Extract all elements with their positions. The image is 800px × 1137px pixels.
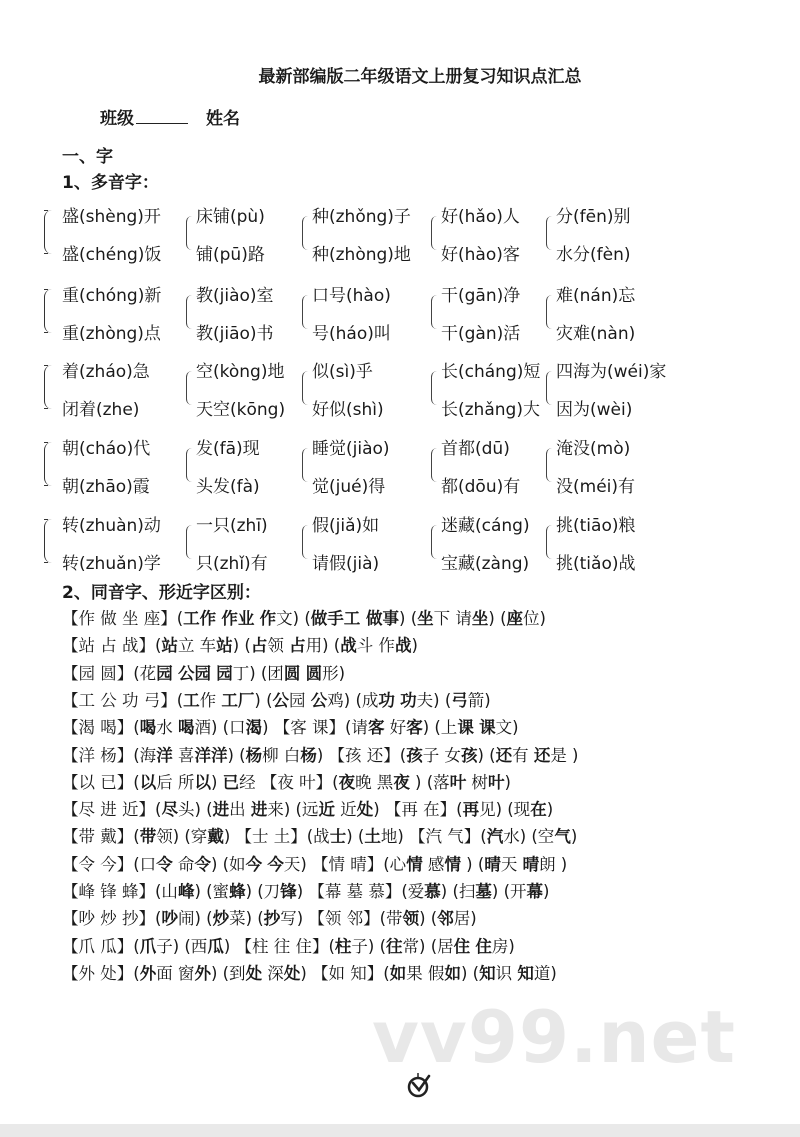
- plain-text: ) (落: [409, 773, 450, 792]
- plain-text: 夫) (: [416, 691, 452, 710]
- polyphone-word: 干(gàn)活: [441, 324, 521, 344]
- logo-icon: [404, 1070, 434, 1100]
- highlight-text: 住: [453, 937, 471, 956]
- polyphone-word: 床铺(pù): [196, 207, 265, 227]
- highlight-text: 孩: [460, 746, 478, 765]
- plain-text: ) (: [254, 691, 273, 710]
- pair-brace-small: [186, 448, 193, 482]
- highlight-text: 以: [139, 773, 157, 792]
- highlight-text: 汽: [486, 827, 504, 846]
- distinction-line: [62, 769, 511, 793]
- pair-brace-small: [186, 295, 193, 329]
- polyphone-word: 着(zháo)急: [62, 362, 150, 382]
- distinction-line: [62, 605, 546, 629]
- plain-text: ): [504, 773, 511, 792]
- polyphone-word: 长(cháng)短: [441, 362, 541, 382]
- plain-text: ): [546, 800, 554, 819]
- plain-text: 领) (穿: [156, 827, 208, 846]
- plain-text: ) (: [346, 827, 365, 846]
- subheading-distinctions: 2、同音字、形近字区别：: [62, 583, 261, 603]
- highlight-text: 处: [245, 964, 263, 983]
- plain-text: ) (上: [422, 718, 458, 737]
- plain-text: 识: [495, 964, 518, 983]
- highlight-text: 处: [356, 800, 374, 819]
- highlight-text: 弓: [451, 691, 468, 710]
- highlight-text: 喝: [177, 718, 195, 737]
- highlight-text: 在: [530, 800, 547, 819]
- distinction-line: [62, 851, 567, 875]
- highlight-text: 站: [161, 636, 178, 655]
- highlight-text: 如: [389, 964, 407, 983]
- distinction-line: [62, 933, 515, 957]
- polyphone-word: 挑(tiāo)粮: [556, 516, 636, 536]
- highlight-text: 戴: [207, 827, 224, 846]
- highlight-text: 瓜: [207, 937, 224, 956]
- highlight-text: 领: [402, 909, 420, 928]
- polyphone-word: 因为(wèi): [556, 400, 633, 420]
- highlight-text: 慕: [424, 882, 441, 901]
- plain-text: 见) (现: [479, 800, 531, 819]
- highlight-text: 功: [378, 691, 395, 710]
- polyphone-word: 好(hǎo)人: [441, 207, 520, 227]
- plain-text: 文): [495, 718, 519, 737]
- plain-text: 菜) (: [229, 909, 264, 928]
- polyphone-word: 重(chóng)新: [62, 286, 162, 306]
- plain-text: 居): [453, 909, 477, 928]
- distinction-line: [62, 823, 577, 847]
- highlight-text: 还: [495, 746, 513, 765]
- highlight-text: 晴: [484, 855, 501, 874]
- highlight-text: 进: [250, 800, 268, 819]
- plain-text: 下 请: [433, 609, 472, 628]
- highlight-text: 外: [139, 964, 157, 983]
- pair-brace: [44, 365, 53, 409]
- pair-brace-small: [302, 216, 309, 250]
- highlight-text: 叶: [487, 773, 505, 792]
- plain-text: ) (: [419, 909, 438, 928]
- plain-text: 【吵 炒 抄】(: [62, 909, 162, 928]
- highlight-text: 进: [212, 800, 230, 819]
- polyphone-word: 宝藏(zàng): [441, 554, 530, 574]
- highlight-text: 占: [250, 636, 268, 655]
- highlight-text: 土: [364, 827, 381, 846]
- highlight-text: 如: [444, 964, 461, 983]
- polyphone-word: 教(jiāo)书: [196, 324, 274, 344]
- polyphone-word: 干(gān)净: [441, 286, 521, 306]
- plain-text: ) (扫: [440, 882, 476, 901]
- plain-text: 【作 做 坐 座】(: [62, 609, 184, 628]
- plain-text: ) 【孩 还】(: [316, 746, 407, 765]
- plain-text: ): [543, 882, 550, 901]
- plain-text: ) (: [460, 964, 480, 983]
- plain-text: 【爪 瓜】(: [62, 937, 140, 956]
- plain-text: 命: [172, 855, 195, 874]
- highlight-text: 墓: [475, 882, 492, 901]
- plain-text: 【带 戴】(: [62, 827, 140, 846]
- plain-text: ) 【幕 墓 慕】(爱: [296, 882, 425, 901]
- plain-text: ) (到: [210, 964, 246, 983]
- plain-text: 道): [533, 964, 557, 983]
- pair-brace-small: [431, 371, 438, 405]
- highlight-text: 近: [318, 800, 335, 819]
- class-blank: [136, 123, 188, 124]
- polyphone-word: 盛(shèng)开: [62, 207, 161, 227]
- plain-text: 【以 已】(: [62, 773, 140, 792]
- highlight-text: 蜂: [229, 882, 246, 901]
- plain-text: 好: [384, 718, 407, 737]
- plain-text: 位): [523, 609, 546, 628]
- plain-text: 有: [512, 746, 534, 765]
- polyphone-word: 重(zhòng)点: [62, 324, 161, 344]
- polyphone-word: 号(háo)叫: [312, 324, 391, 344]
- highlight-text: 工厂: [221, 691, 255, 710]
- highlight-text: 爪: [139, 937, 157, 956]
- pair-brace-small: [431, 216, 438, 250]
- plain-text: 领: [267, 636, 290, 655]
- pair-brace: [44, 210, 53, 254]
- plain-text: 【洋 杨】(海: [62, 746, 157, 765]
- polyphone-word: 好(hào)客: [441, 245, 520, 265]
- polyphone-word: 分(fēn)别: [556, 207, 631, 227]
- distinction-line: [62, 714, 519, 738]
- highlight-text: 圆: [305, 664, 323, 683]
- highlight-text: 尽: [161, 800, 178, 819]
- plain-text: 用) (: [305, 636, 341, 655]
- plain-text: 是 ): [550, 746, 579, 765]
- pair-brace-small: [302, 525, 309, 559]
- plain-text: 文) (: [276, 609, 311, 628]
- distinction-line: [62, 687, 491, 711]
- pair-brace-small: [431, 295, 438, 329]
- highlight-text: 抄: [263, 909, 281, 928]
- polyphone-word: 转(zhuàn)动: [62, 516, 161, 536]
- highlight-text: 峰: [177, 882, 195, 901]
- highlight-text: 园: [156, 664, 173, 683]
- pair-brace-small: [302, 295, 309, 329]
- polyphone-word: 种(zhòng)地: [312, 245, 411, 265]
- pair-brace-small: [546, 448, 553, 482]
- class-field: [100, 104, 188, 129]
- polyphone-word: 闭着(zhe): [62, 400, 140, 420]
- highlight-text: 再: [462, 800, 480, 819]
- polyphone-word: 请假(jià): [312, 554, 380, 574]
- highlight-text: 洋: [156, 746, 173, 765]
- polyphone-word: 没(méi)有: [556, 477, 636, 497]
- page-title: 最新部编版二年级语文上册复习知识点汇总: [258, 67, 582, 87]
- plain-text: 房): [491, 937, 515, 956]
- pair-brace: [44, 519, 53, 563]
- highlight-text: 工: [183, 691, 200, 710]
- plain-text: 园: [289, 691, 311, 710]
- polyphone-word: 灾难(nàn): [556, 324, 636, 344]
- polyphone-word: 似(sì)乎: [312, 362, 373, 382]
- plain-text: 【峰 锋 蜂】(山: [62, 882, 178, 901]
- highlight-text: 晴: [522, 855, 540, 874]
- plain-text: 头) (: [177, 800, 213, 819]
- plain-text: ) (: [460, 855, 485, 874]
- highlight-text: 夜: [338, 773, 356, 792]
- polyphone-word: 天空(kōng): [196, 400, 286, 420]
- pair-brace-small: [546, 216, 553, 250]
- polyphone-word: 朝(cháo)代: [62, 439, 151, 459]
- pair-brace: [44, 289, 53, 333]
- plain-text: 【外 处】(: [62, 964, 140, 983]
- highlight-text: 课: [479, 718, 496, 737]
- highlight-text: 叶: [449, 773, 467, 792]
- subheading-polyphones: 1、多音字：: [62, 173, 159, 193]
- plain-text: 经 【夜 叶】(: [239, 773, 339, 792]
- pair-brace: [44, 442, 53, 486]
- plain-text: ) (: [227, 746, 246, 765]
- highlight-text: 坐: [417, 609, 434, 628]
- page-bottom-edge: [0, 1124, 800, 1137]
- plain-text: 后 所: [156, 773, 195, 792]
- polyphone-word: 盛(chéng)饭: [62, 245, 162, 265]
- plain-text: ) (开: [491, 882, 527, 901]
- plain-text: ) (蜜: [194, 882, 230, 901]
- highlight-text: 渴: [245, 718, 263, 737]
- plain-text: 水) (空: [503, 827, 555, 846]
- polyphone-word: 淹没(mò): [556, 439, 631, 459]
- highlight-text: 客: [406, 718, 423, 737]
- pair-brace-small: [186, 525, 193, 559]
- plain-text: 【尽 进 近】(: [62, 800, 162, 819]
- highlight-text: 处: [283, 964, 301, 983]
- highlight-text: 今: [245, 855, 263, 874]
- highlight-text: 站: [216, 636, 233, 655]
- plain-text: 形): [322, 664, 345, 683]
- name-label: 姓名: [206, 109, 240, 129]
- polyphone-word: 四海为(wéi)家: [556, 362, 667, 382]
- plain-text: 朗 ): [539, 855, 568, 874]
- plain-text: ) 【如 知】(: [300, 964, 390, 983]
- polyphone-word: 假(jiǎ)如: [312, 516, 380, 536]
- highlight-text: 已: [222, 773, 240, 792]
- plain-text: 【渴 喝】(: [62, 718, 140, 737]
- plain-text: ) 【士 土】(战: [223, 827, 330, 846]
- polyphone-word: 口号(hào): [312, 286, 391, 306]
- highlight-text: 士: [329, 827, 347, 846]
- highlight-text: 锋: [280, 882, 297, 901]
- distinction-line: [62, 796, 553, 820]
- pair-brace-small: [302, 371, 309, 405]
- highlight-text: 炒: [212, 909, 230, 928]
- polyphone-word: 空(kòng)地: [196, 362, 285, 382]
- polyphone-word: 挑(tiǎo)战: [556, 554, 636, 574]
- highlight-text: 园: [216, 664, 233, 683]
- highlight-text: 圆: [283, 664, 301, 683]
- highlight-text: 课: [457, 718, 474, 737]
- plain-text: 面 窗: [156, 964, 195, 983]
- plain-text: 写) 【领 邻】(带: [280, 909, 403, 928]
- plain-text: 作: [199, 691, 222, 710]
- polyphone-word: 睡觉(jiào): [312, 439, 390, 459]
- highlight-text: 座: [506, 609, 524, 628]
- highlight-text: 公: [272, 691, 290, 710]
- polyphone-word: 头发(fà): [196, 477, 260, 497]
- plain-text: 【令 今】(口: [62, 855, 157, 874]
- plain-text: 【站 占 战】(: [62, 636, 162, 655]
- polyphone-word: 迷藏(cáng): [441, 516, 530, 536]
- highlight-text: 杨: [300, 746, 317, 765]
- plain-text: 柳 白: [262, 746, 301, 765]
- highlight-text: 气: [554, 827, 571, 846]
- highlight-text: 令: [194, 855, 211, 874]
- highlight-text: 知: [479, 964, 496, 983]
- plain-text: 地) 【汽 气】(: [380, 827, 487, 846]
- plain-text: 子) (西: [156, 937, 208, 956]
- plain-text: 斗 作: [356, 636, 395, 655]
- plain-text: 果 假: [406, 964, 445, 983]
- plain-text: 子) (: [351, 937, 387, 956]
- plain-text: ): [411, 636, 418, 655]
- highlight-text: 做手工 做事: [310, 609, 400, 628]
- highlight-text: 作业: [221, 609, 255, 628]
- plain-text: 【园 圆】(花: [62, 664, 157, 683]
- highlight-text: 情: [406, 855, 423, 874]
- highlight-text: 公: [310, 691, 328, 710]
- plain-text: ) (: [477, 746, 496, 765]
- plain-text: ) 【客 课】(请: [262, 718, 368, 737]
- polyphone-word: 难(nán)忘: [556, 286, 636, 306]
- polyphone-word: 种(zhǒng)子: [312, 207, 411, 227]
- highlight-text: 还: [533, 746, 551, 765]
- pair-brace-small: [186, 371, 193, 405]
- highlight-text: 孩: [406, 746, 423, 765]
- highlight-text: 令: [156, 855, 173, 874]
- distinction-line: [62, 905, 477, 929]
- pair-brace-small: [546, 295, 553, 329]
- pair-brace-small: [186, 216, 193, 250]
- plain-text: ) (: [488, 609, 507, 628]
- pair-brace-small: [431, 525, 438, 559]
- highlight-text: 知: [517, 964, 534, 983]
- plain-text: 天) 【情 晴】(心: [283, 855, 407, 874]
- highlight-text: 吵: [161, 909, 178, 928]
- polyphone-word: 水分(fèn): [556, 245, 631, 265]
- polyphone-word: 一只(zhī): [196, 516, 268, 536]
- highlight-text: 坐: [471, 609, 489, 628]
- highlight-text: 夜: [393, 773, 410, 792]
- distinction-line: [62, 960, 557, 984]
- plain-text: 树: [466, 773, 488, 792]
- polyphone-word: 首都(dū): [441, 439, 510, 459]
- class-label: 班级: [100, 109, 134, 129]
- plain-text: 感: [422, 855, 445, 874]
- highlight-text: 占: [289, 636, 306, 655]
- plain-text: ) (: [399, 609, 418, 628]
- highlight-text: 以: [194, 773, 211, 792]
- plain-text: 闹) (: [177, 909, 213, 928]
- highlight-text: 今: [267, 855, 284, 874]
- distinction-line: [62, 660, 345, 684]
- pair-brace-small: [546, 371, 553, 405]
- plain-text: 子 女: [422, 746, 461, 765]
- pair-brace-small: [302, 448, 309, 482]
- highlight-text: 往: [386, 937, 403, 956]
- plain-text: ): [210, 773, 223, 792]
- plain-text: 出: [229, 800, 251, 819]
- highlight-text: 柱: [334, 937, 352, 956]
- plain-text: ) (刀: [245, 882, 281, 901]
- plain-text: 鸡) (成: [327, 691, 379, 710]
- highlight-text: 洋洋: [194, 746, 228, 765]
- plain-text: 天: [500, 855, 523, 874]
- distinction-line: [62, 742, 579, 766]
- polyphone-word: 长(zhǎng)大: [441, 400, 540, 420]
- plain-text: 喜: [172, 746, 195, 765]
- plain-text: ) 【再 在】(: [373, 800, 463, 819]
- plain-text: ) (如: [210, 855, 246, 874]
- highlight-text: 带: [139, 827, 157, 846]
- highlight-text: 公园: [177, 664, 211, 683]
- distinction-line: [62, 878, 549, 902]
- highlight-text: 杨: [245, 746, 263, 765]
- plain-text: 来) (远: [267, 800, 319, 819]
- polyphone-word: 只(zhǐ)有: [196, 554, 268, 574]
- highlight-text: 作: [259, 609, 277, 628]
- polyphone-word: 发(fā)现: [196, 439, 260, 459]
- plain-text: 立 车: [177, 636, 217, 655]
- distinction-line: [62, 632, 418, 656]
- plain-text: 水: [156, 718, 178, 737]
- plain-text: 深: [262, 964, 284, 983]
- polyphone-word: 转(zhuǎn)学: [62, 554, 161, 574]
- highlight-text: 战: [340, 636, 357, 655]
- highlight-text: 邻: [437, 909, 454, 928]
- plain-text: ): [570, 827, 578, 846]
- watermark: vv99.net: [372, 995, 736, 1079]
- highlight-text: 客: [367, 718, 385, 737]
- plain-text: 晚 黑: [355, 773, 394, 792]
- plain-text: 酒) (口: [194, 718, 246, 737]
- polyphone-word: 教(jiào)室: [196, 286, 274, 306]
- highlight-text: 情: [444, 855, 461, 874]
- pair-brace-small: [546, 525, 553, 559]
- polyphone-word: 都(dōu)有: [441, 477, 521, 497]
- plain-text: 丁) (团: [232, 664, 284, 683]
- highlight-text: 住: [475, 937, 492, 956]
- polyphone-word: 觉(jué)得: [312, 477, 386, 497]
- highlight-text: 喝: [139, 718, 157, 737]
- plain-text: 近: [334, 800, 357, 819]
- section-heading: 一、字: [62, 147, 113, 167]
- polyphone-word: 朝(zhāo)霞: [62, 477, 150, 497]
- polyphone-word: 好似(shì): [312, 400, 384, 420]
- polyphone-word: 铺(pū)路: [196, 245, 265, 265]
- highlight-text: 工作: [183, 609, 217, 628]
- highlight-text: 外: [194, 964, 211, 983]
- plain-text: ) (: [232, 636, 251, 655]
- highlight-text: 功: [400, 691, 417, 710]
- plain-text: ) 【柱 往 住】(: [223, 937, 335, 956]
- highlight-text: 战: [394, 636, 412, 655]
- plain-text: 常) (居: [402, 937, 454, 956]
- plain-text: 箭): [467, 691, 491, 710]
- highlight-text: 幕: [526, 882, 544, 901]
- plain-text: 【工 公 功 弓】(: [62, 691, 184, 710]
- pair-brace-small: [431, 448, 438, 482]
